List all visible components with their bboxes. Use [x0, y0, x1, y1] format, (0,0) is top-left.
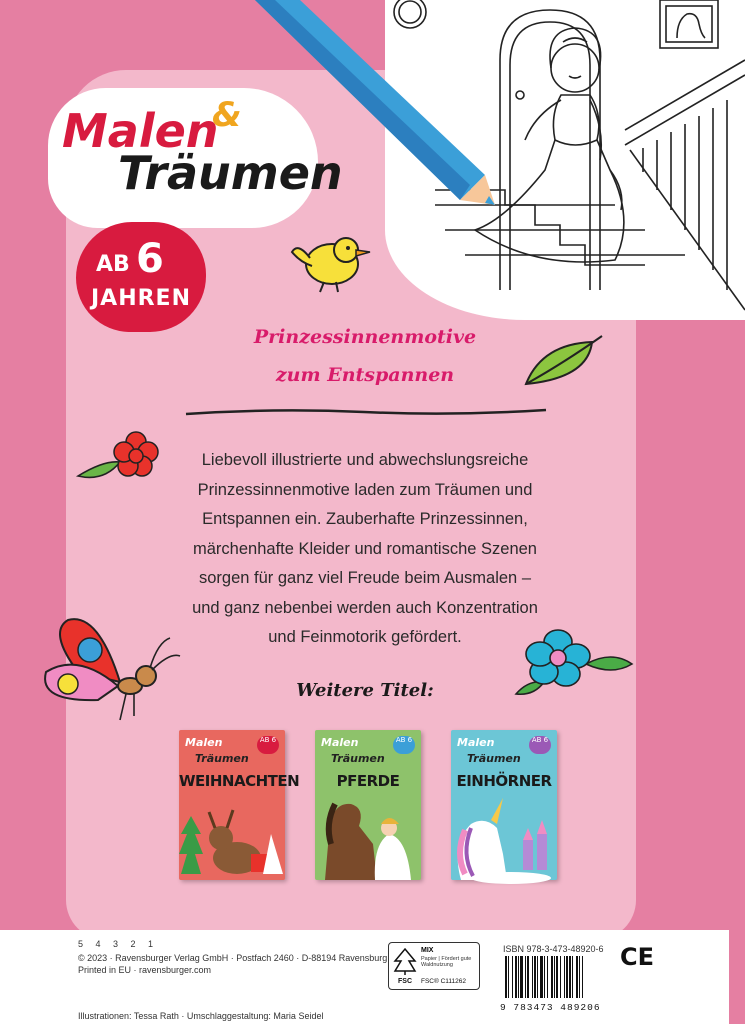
book-cover-einhoerner[interactable] — [451, 730, 557, 880]
fsc-subtext: Papier | Fördert gute Waldnutzung — [421, 956, 472, 968]
barcode-bar — [540, 956, 543, 998]
leaf-icon — [522, 334, 608, 390]
description-line: Liebevoll illustrierte und abwechslungsreiche — [201, 451, 529, 469]
barcode-bar — [582, 956, 583, 998]
barcode-bar — [576, 956, 578, 998]
ce-mark: CE — [620, 943, 655, 971]
description — [160, 446, 570, 653]
book-logo-malen: Malen — [457, 736, 495, 749]
book-logo-malen: Malen — [321, 736, 359, 749]
book-age-badge: AB 6 — [257, 736, 279, 754]
book-age-badge: AB 6 — [529, 736, 551, 754]
more-titles-heading: Weitere Titel: — [296, 680, 434, 701]
barcode-bar — [564, 956, 565, 998]
barcode-bar — [537, 956, 538, 998]
barcode-bar — [556, 956, 558, 998]
barcode-bar — [569, 956, 571, 998]
barcode-bar — [560, 956, 561, 998]
book-title: PFERDE — [336, 772, 400, 790]
fsc-code: FSC® C111262 — [421, 978, 467, 985]
barcode-bar — [508, 956, 509, 998]
age-badge-ab: AB — [96, 252, 130, 277]
fsc-mix: MIX — [421, 947, 434, 954]
barcode-bar — [544, 956, 545, 998]
barcode-bar — [572, 956, 573, 998]
barcode-bar — [527, 956, 529, 998]
subtitle-line-2: zum Entspannen — [275, 364, 455, 386]
isbn-digits: 9 783473 489206 — [500, 1002, 601, 1013]
divider-line — [184, 404, 548, 420]
barcode-bar — [579, 956, 580, 998]
reindeer-illustration — [179, 794, 285, 880]
description-line: Prinzessinnenmotive laden zum Träumen und — [197, 480, 533, 499]
subtitle-line-1: Prinzessinnenmotive — [253, 326, 477, 348]
book-logo-traeumen: Träumen — [195, 752, 249, 765]
age-badge — [76, 222, 206, 332]
barcode-bar — [512, 956, 513, 998]
book-logo-traeumen: Träumen — [331, 752, 385, 765]
logo-ampersand: & — [212, 95, 242, 135]
barcode-bar — [566, 956, 568, 998]
print-run: 5 4 3 2 1 — [78, 939, 159, 949]
description-line: und ganz nebenbei werden auch Konzentration — [192, 598, 538, 617]
description-line: Entspannen ein. Zauberhafte Prinzessinnen, — [202, 510, 528, 528]
blue-flower-icon — [512, 628, 634, 698]
subtitle — [200, 318, 530, 394]
book-logo-malen: Malen — [185, 736, 223, 749]
barcode-bar — [525, 956, 526, 998]
horse-illustration — [315, 794, 421, 880]
barcode-bar — [518, 956, 519, 998]
butterfly-icon — [38, 612, 184, 724]
fsc-logo-text: FSC — [398, 978, 412, 985]
age-badge-jahren: JAHREN — [90, 286, 191, 311]
fsc-tree-icon — [393, 947, 417, 985]
copyright-line: © 2023 · Ravensburger Verlag GmbH · Postfach 2460 · D-88194 Ravensburg — [78, 953, 388, 963]
bird-icon — [290, 222, 376, 294]
book-cover-pferde[interactable] — [315, 730, 421, 880]
book-title: WEIHNACHTEN — [179, 772, 300, 790]
barcode-bar — [554, 956, 555, 998]
book-age-badge: AB 6 — [393, 736, 415, 754]
printed-in-line: Printed in EU · ravensburger.com — [78, 965, 212, 975]
barcode-bar — [515, 956, 517, 998]
flower-icon — [74, 432, 166, 484]
barcode-bar — [505, 956, 507, 998]
logo-malen: Malen — [62, 104, 219, 158]
description-line: und Feinmotorik gefördert. — [268, 628, 462, 646]
barcode-bar — [532, 956, 533, 998]
barcode-bar — [551, 956, 553, 998]
credits-line: Illustrationen: Tessa Rath · Umschlaggestaltung: Maria Seidel — [78, 1011, 324, 1021]
isbn-label: ISBN 978-3-473-48920-6 — [503, 944, 604, 954]
logo-traeumen: Träumen — [118, 146, 343, 200]
description-line: sorgen für ganz viel Freude beim Ausmalen – — [198, 569, 531, 587]
age-badge-number: 6 — [136, 236, 164, 282]
description-line: märchenhafte Kleider und romantische Szenen — [193, 539, 537, 558]
book-title: EINHÖRNER — [456, 772, 552, 790]
unicorn-illustration — [451, 794, 557, 880]
book-logo-traeumen: Träumen — [467, 752, 521, 765]
book-cover-weihnachten[interactable] — [179, 730, 300, 880]
barcode-bar — [547, 956, 548, 998]
barcode — [503, 956, 607, 998]
barcode-bar — [534, 956, 536, 998]
fsc-label — [388, 942, 480, 990]
barcode-bar — [520, 956, 523, 998]
